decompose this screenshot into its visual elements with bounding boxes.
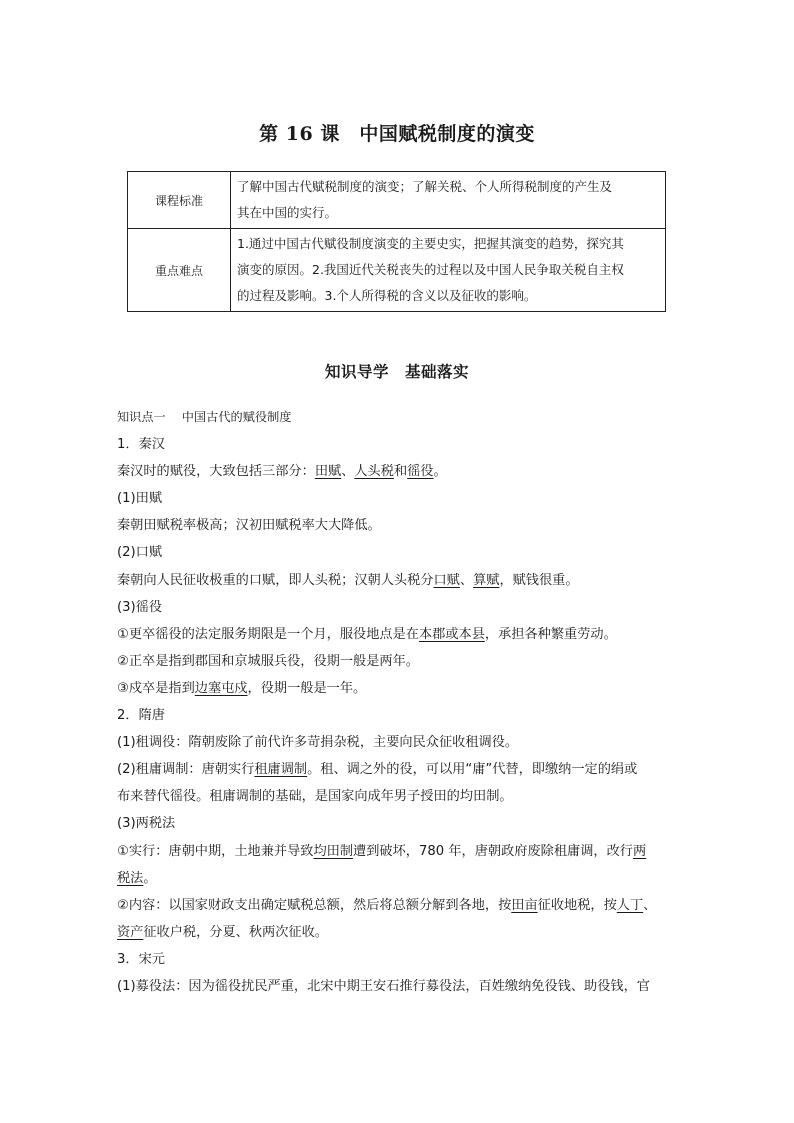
- section-title: 知识导学 基础落实: [324, 363, 469, 381]
- standards-row: [128, 172, 666, 229]
- standards-content-line: 其在中国的实行。: [237, 205, 338, 220]
- text-line: [117, 458, 682, 485]
- knowledge-point-heading: 知识点一 中国古代的赋役制度: [117, 410, 292, 424]
- text-run: ③戍卒是指到: [117, 680, 195, 696]
- text-line: [117, 919, 682, 946]
- text-run: 。: [143, 870, 157, 886]
- underlined-term: 本郡或本县: [418, 626, 485, 642]
- course-standards-table: [127, 171, 666, 312]
- text-line: [117, 783, 682, 810]
- heading-qin-han: [117, 431, 682, 458]
- text-run: 、: [459, 572, 474, 588]
- text-run: 征收户税，分夏、秋两次征收。: [143, 924, 328, 940]
- text-run: 和: [393, 464, 408, 480]
- text-run: (2)口赋: [117, 545, 163, 561]
- text-run: ①更卒徭役的法定服务期限是一个月，服役地点是在: [117, 626, 419, 642]
- text-run: 秦汉时的赋役，大致包括三部分：: [117, 464, 315, 480]
- subheading: [117, 594, 682, 621]
- lesson-title: 第 16 课 中国赋税制度的演变: [259, 123, 535, 145]
- heading-song-yuan: [117, 946, 682, 973]
- text-line: [117, 648, 682, 675]
- standards-content-line: 1.通过中国古代赋役制度演变的主要史实，把握其演变的趋势，探究其: [237, 236, 624, 251]
- underlined-term: 资产: [117, 924, 144, 940]
- text-run: 遭到破坏，780 年，唐朝政府废除租庸调，改行: [353, 843, 633, 859]
- underlined-term: 两: [632, 843, 647, 859]
- text-run: 秦朝向人民征收极重的口赋，即人头税；汉朝人头税分: [117, 572, 434, 588]
- text-line: [117, 973, 682, 1000]
- text-run: ②内容：以国家财政支出确定赋税总额，然后将总额分解到各地，按: [117, 897, 512, 913]
- standards-row-label: 重点难点: [128, 229, 231, 312]
- text-run: 3．宋元: [117, 951, 165, 967]
- text-line: [117, 838, 682, 865]
- underlined-term: 边塞屯戍: [194, 680, 248, 696]
- text-line: [117, 621, 682, 648]
- text-line: [117, 865, 682, 892]
- underlined-term: 人丁: [616, 897, 644, 913]
- text-run: (2)租庸调制：唐朝实行: [117, 762, 255, 778]
- text-run: ②正卒是指到郡国和京城服兵役，役期一般是两年。: [117, 653, 419, 669]
- subheading: [117, 539, 682, 566]
- underlined-term: 徭役: [407, 464, 434, 480]
- text-run: ，承担各种繁重劳动。: [484, 626, 617, 642]
- text-run: 征收地税，按: [537, 897, 617, 913]
- heading-sui-tang: [117, 702, 682, 729]
- standards-content-line: 的过程及影响。3.个人所得税的含义以及征收的影响。: [237, 288, 537, 303]
- text-run: (1)募役法：因为徭役扰民严重，北宋中期王安石推行募役法，百姓缴纳免役钱、助役钱，官: [117, 978, 650, 994]
- text-run: (3)两税法: [117, 816, 176, 832]
- text-run: ，赋钱很重。: [499, 572, 579, 588]
- text-run: 2．隋唐: [117, 708, 165, 724]
- underlined-term: 均田制: [313, 843, 354, 859]
- underlined-term: 人头税: [354, 464, 394, 480]
- text-run: (1)租调役：隋朝废除了前代许多苛捐杂税，主要向民众征收租调役。: [117, 735, 519, 751]
- subheading: [117, 810, 682, 837]
- text-line: [117, 729, 682, 756]
- text-run: (3)徭役: [117, 599, 163, 615]
- text-line: [117, 756, 682, 783]
- text-line: [117, 512, 682, 539]
- text-run: 布来替代徭役。租庸调制的基础，是国家向成年男子授田的均田制。: [117, 789, 513, 805]
- text-run: 1．秦汉: [117, 437, 165, 453]
- text-run: 秦朝田赋税率极高；汉初田赋税率大大降低。: [117, 518, 381, 534]
- underlined-term: 算赋: [473, 572, 500, 588]
- text-run: 。: [433, 464, 447, 480]
- underlined-term: 税法: [117, 870, 144, 886]
- standards-content-line: 了解中国古代赋税制度的演变；了解关税、个人所得税制度的产生及: [237, 179, 613, 194]
- subheading: [117, 485, 682, 512]
- text-run: ①实行：唐朝中期，土地兼并导致: [117, 843, 314, 859]
- content-body: [117, 404, 682, 1000]
- underlined-term: 口赋: [433, 572, 460, 588]
- underlined-term: 田赋: [314, 464, 342, 480]
- standards-row: [128, 229, 666, 312]
- text-run: 、: [341, 464, 355, 480]
- standards-row-content: [231, 229, 666, 312]
- standards-row-label: 课程标准: [128, 172, 231, 229]
- text-line: [117, 892, 682, 919]
- text-line: [117, 675, 682, 702]
- text-run: 、: [643, 897, 657, 913]
- underlined-term: 田亩: [511, 897, 538, 913]
- standards-content-line: 演变的原因。2.我国近代关税丧失的过程以及中国人民争取关税自主权: [237, 262, 624, 277]
- text-run: 。租、调之外的役，可以用“庸”代替，即缴纳一定的绢或: [307, 762, 638, 778]
- text-run: (1)田赋: [117, 491, 163, 507]
- underlined-term: 租庸调制: [254, 762, 308, 778]
- text-line: [117, 567, 682, 594]
- standards-row-content: [231, 172, 666, 229]
- text-run: ，役期一般是一年。: [247, 680, 367, 696]
